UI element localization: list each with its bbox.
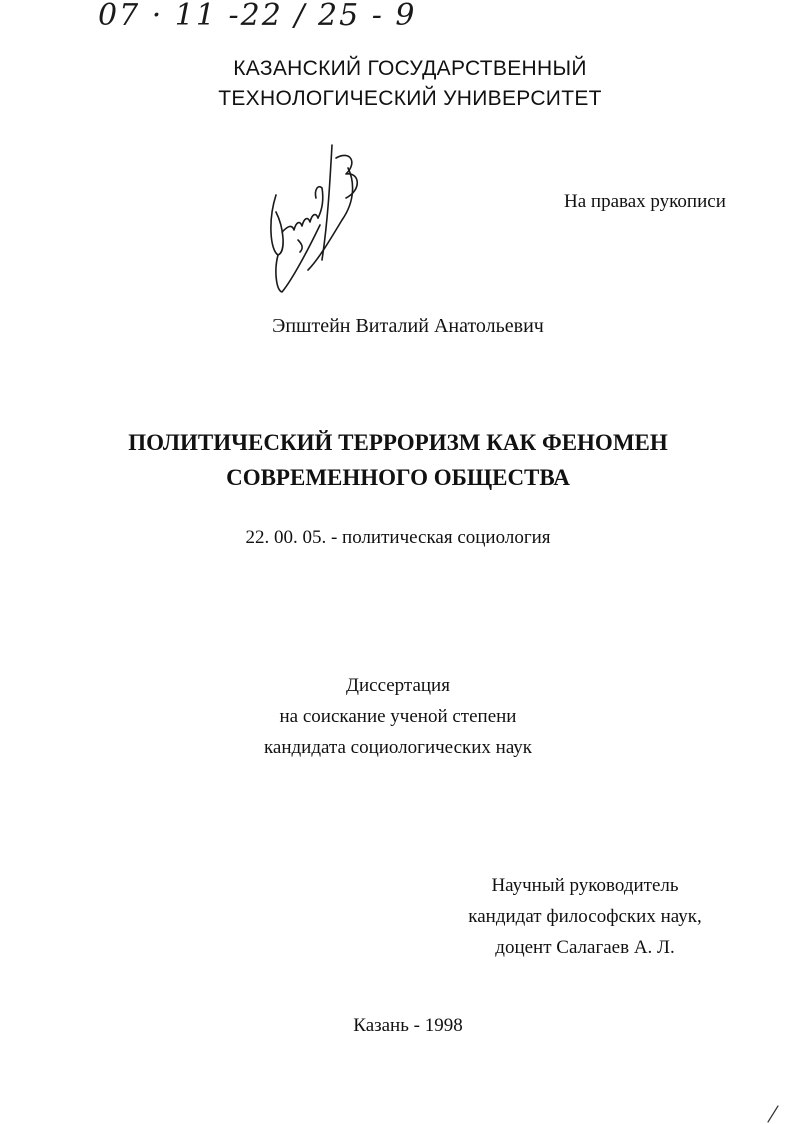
advisor-line-3: доцент Салагаев А. Л. bbox=[495, 937, 675, 958]
title-line-1: ПОЛИТИЧЕСКИЙ ТЕРРОРИЗМ КАК ФЕНОМЕН bbox=[128, 430, 668, 455]
advisor-line-1: Научный руководитель bbox=[491, 875, 679, 896]
dissertation-title bbox=[0, 425, 796, 495]
degree-line-3: кандидата социологических наук bbox=[263, 737, 533, 758]
title-line-2: СОВРЕМЕННОГО ОБЩЕСТВА bbox=[226, 465, 570, 490]
degree-line-1: Диссертация bbox=[346, 675, 450, 696]
specialty-code: 22. 00. 05. - политическая социология bbox=[245, 527, 551, 548]
handwritten-archive-number: 07 · 11 -22 / 25 - 9 bbox=[98, 0, 417, 33]
degree-line-2: на соискание ученой степени bbox=[279, 706, 517, 727]
signature-icon bbox=[258, 140, 378, 300]
city-year: Казань - 1998 bbox=[353, 1015, 463, 1036]
author-name: Эпштейн Виталий Анатольевич bbox=[272, 315, 544, 337]
scientific-advisor-block bbox=[440, 870, 730, 963]
manuscript-rights-note: На правах рукописи bbox=[564, 191, 726, 212]
pencil-mark-icon bbox=[765, 1104, 781, 1124]
dissertation-degree-block bbox=[0, 670, 796, 763]
university-line-2: ТЕХНОЛОГИЧЕСКИЙ УНИВЕРСИТЕТ bbox=[218, 87, 602, 110]
university-line-1: КАЗАНСКИЙ ГОСУДАРСТВЕННЫЙ bbox=[233, 57, 587, 80]
advisor-line-2: кандидат философских наук, bbox=[468, 906, 702, 927]
university-name bbox=[200, 54, 620, 114]
